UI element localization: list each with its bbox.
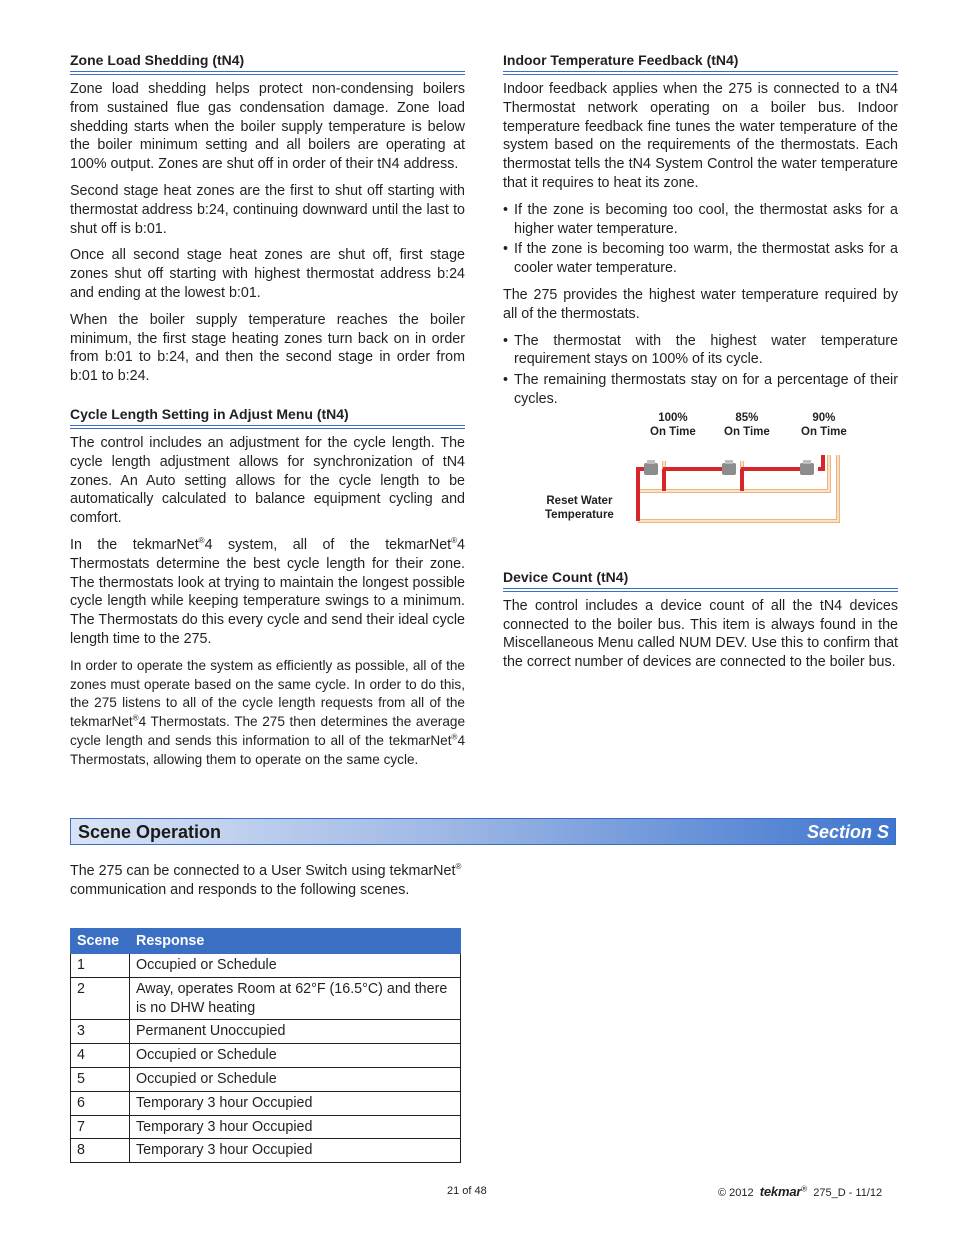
scene-response: Away, operates Room at 62°F (16.5°C) and there is no DHW heating: [130, 977, 461, 1020]
scene-number: 2: [71, 977, 130, 1020]
paragraph: Indoor feedback applies when the 275 is connected to a tN4 Thermostat network operating on a boiler bus. Indoor temperature feedback fine tunes the water temperature of the system based on the requirements of the thermostats. Each thermostat tells the tN4 System Control the water temperature that it requires to heat its zone.: [503, 81, 898, 191]
table-header-row: [71, 929, 461, 954]
bullet-list: [503, 201, 898, 278]
supply-run-3: [818, 455, 823, 469]
valve-icon: [644, 460, 658, 475]
scene-number: 3: [71, 1020, 130, 1044]
list-item: • The thermostat with the highest water temperature requirement stays on 100% of its cycle.: [503, 332, 898, 370]
scene-number: 8: [71, 1139, 130, 1163]
table-row: [71, 954, 461, 978]
scene-number: 1: [71, 954, 130, 978]
table-row: [71, 1020, 461, 1044]
scene-number: 7: [71, 1115, 130, 1139]
paragraph: Once all second stage heat zones are shut off, first stage zones shut off starting with highest thermostat address b:24 and ending at the lowest b:01.: [70, 247, 465, 301]
label-100: 100% On Time: [650, 411, 696, 438]
scene-response: Occupied or Schedule: [130, 1044, 461, 1068]
scene-table: [70, 928, 461, 1163]
footer-copyright: © 2012 tekmar® 275_D - 11/12: [718, 1184, 883, 1199]
section-header-bar: [70, 818, 896, 845]
paragraph: When the boiler supply temperature reaches the boiler minimum, the first stage heating zones turn back on in order from b:01 to b:24, and then the second stage in order from b:01 to b:24.: [70, 311, 465, 385]
column-header-scene: Scene: [71, 929, 130, 954]
table-row: [71, 1139, 461, 1163]
supply-pipe: [638, 469, 653, 521]
heading-cycle-length: Cycle Length Setting in Adjust Menu (tN4): [70, 406, 465, 426]
left-column: [70, 52, 465, 778]
column-header-response: Response: [130, 929, 461, 954]
paragraph: Second stage heat zones are the first to shut off starting with thermostat address b:24, continuing downward until the last to shut off is b:01.: [70, 182, 465, 237]
scene-response: Occupied or Schedule: [130, 1067, 461, 1091]
scene-response: Permanent Unoccupied: [130, 1020, 461, 1044]
list-item: • If the zone is becoming too warm, the thermostat asks for a cooler water temperature.: [503, 240, 898, 278]
paragraph: In the tekmarNet®4 system, all of the tekmarNet®4 Thermostats determine the best cycle length for their zone. The thermostats look at trying to maintain the longest possible cycle length while keeping temperature swings to a minimum. The Thermostats do this every cycle and send their ideal cycle length time to the 275.: [70, 536, 465, 647]
heading-indoor-feedback: Indoor Temperature Feedback (tN4): [503, 52, 898, 72]
heading-device-count: Device Count (tN4): [503, 569, 898, 589]
paragraph: The 275 provides the highest water temperature required by all of the thermostats.: [503, 286, 898, 322]
paragraph: In order to operate the system as efficiently as possible, all of the zones must operate based on the same cycle. In order to do this, the 275 listens to all of the cycle length requests from all of the tekmarNet®4 Thermostats. The 275 then determines the average cycle length and sends this information to all of the tekmarNet®4 Thermostats, allowing them to operate on the same cycle.: [70, 657, 465, 767]
scene-number: 5: [71, 1067, 130, 1091]
scene-response: Temporary 3 hour Occupied: [130, 1115, 461, 1139]
list-item: • If the zone is becoming too cool, the thermostat asks for a higher water temperature.: [503, 201, 898, 239]
section-tag: Section S: [806, 822, 889, 842]
table-row: [71, 1091, 461, 1115]
valve-icon: [800, 460, 814, 475]
label-85: 85% On Time: [724, 411, 770, 438]
table-row: [71, 1067, 461, 1091]
piping-diagram: [503, 411, 898, 541]
page-number: 21 of 48: [447, 1185, 487, 1197]
paragraph: The control includes an adjustment for the cycle length. The cycle length adjustment allows for synchronization of tN4 zones. An Auto setting allows for the cycle length to be automatically calculated to balance equipment cycling and comfort.: [70, 434, 465, 527]
scene-intro: [70, 862, 465, 908]
label-reset-water-temperature: Reset Water Temperature: [545, 494, 614, 521]
tekmar-logo: tekmar: [759, 1184, 802, 1199]
paragraph: The 275 can be connected to a User Switch using tekmarNet® communication and responds to the following scenes.: [70, 862, 462, 898]
paragraph: The control includes a device count of all the tN4 devices connected to the boiler bus. This item is always found in the Miscellaneous Menu called NUM DEV. Use this to confirm that the correct number of devices are connected to the boiler bus.: [503, 597, 898, 671]
on-time-diagram: [503, 411, 898, 541]
scene-number: 6: [71, 1091, 130, 1115]
scene-response: Temporary 3 hour Occupied: [130, 1139, 461, 1163]
table-row: [71, 977, 461, 1020]
paragraph: Zone load shedding helps protect non-condensing boilers from sustained flue gas condensation damage. Zone load shedding starts when the boiler supply temperature is below the boiler minimum setting and all boilers are operating at 100% output. Zones are shut off in order of their tN4 address.: [70, 81, 465, 173]
table-row: [71, 1115, 461, 1139]
heading-zone-load-shedding: Zone Load Shedding (tN4): [70, 52, 465, 72]
scene-response: Occupied or Schedule: [130, 954, 461, 978]
scene-response: Temporary 3 hour Occupied: [130, 1091, 461, 1115]
scene-number: 4: [71, 1044, 130, 1068]
bullet-list: [503, 332, 898, 409]
right-column: [503, 52, 898, 680]
label-90: 90% On Time: [801, 411, 847, 438]
table-row: [71, 1044, 461, 1068]
section-title: Scene Operation: [78, 822, 222, 842]
list-item: • The remaining thermostats stay on for a percentage of their cycles.: [503, 371, 898, 409]
valve-icon: [722, 460, 736, 475]
